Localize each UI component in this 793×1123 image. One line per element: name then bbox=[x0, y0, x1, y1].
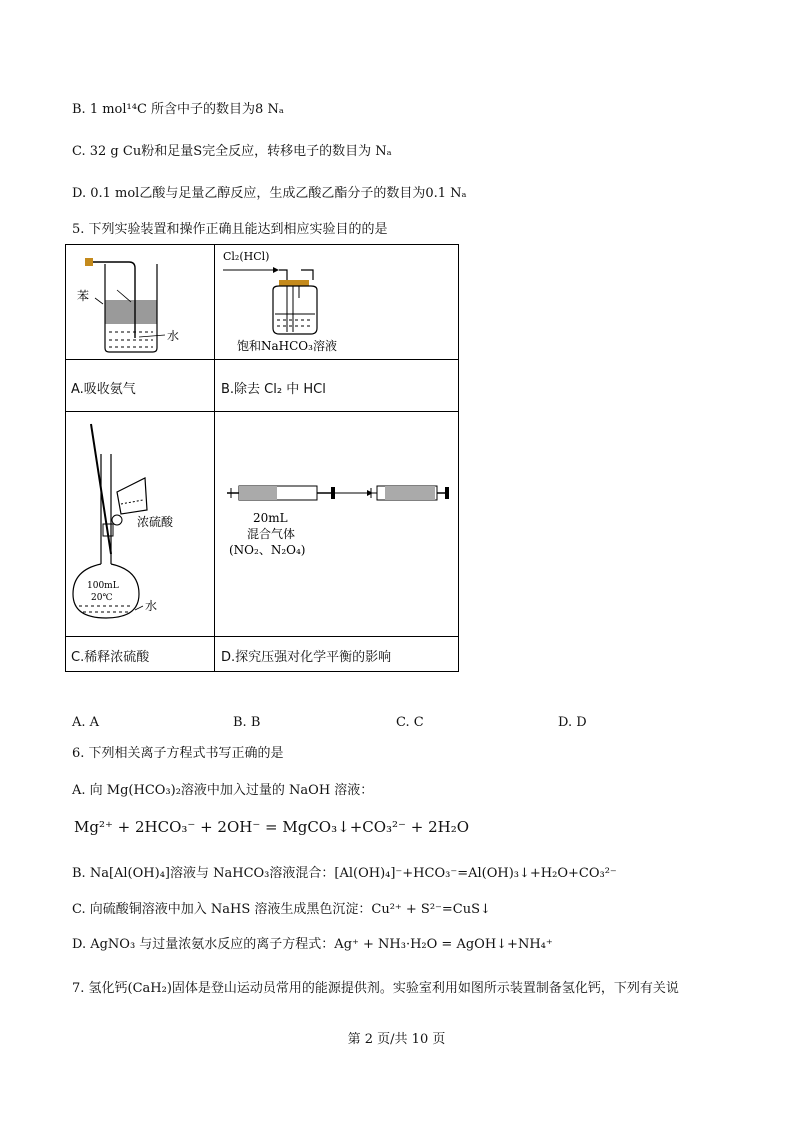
q4-option-c: C. 32 g Cu粉和足量S完全反应，转移电子的数目为 Nₐ bbox=[72, 144, 392, 159]
flask-water-label: 水 bbox=[145, 599, 158, 613]
q6-option-d: D. AgNO₃ 与过量浓氨水反应的离子方程式：Ag⁺ + NH₃·H₂O = AgOH↓+NH₄⁺ bbox=[72, 937, 553, 952]
water-label: 水 bbox=[167, 329, 180, 343]
hcl-removal-diagram bbox=[217, 246, 457, 358]
q5-choice-b: B. B bbox=[233, 715, 261, 730]
flask-temp-label: 20℃ bbox=[91, 593, 113, 603]
gas-mixture-label: 混合气体 bbox=[247, 527, 296, 541]
cell-a-caption: A.吸收氨气 bbox=[71, 382, 136, 397]
cell-d-caption: D.探究压强对化学平衡的影响 bbox=[221, 650, 392, 665]
q6-option-a: A. 向 Mg(HCO₃)₂溶液中加入过量的 NaOH 溶液： bbox=[72, 783, 374, 798]
q4-option-d: D. 0.1 mol乙酸与足量乙醇反应，生成乙酸乙酯分子的数目为0.1 Nₐ bbox=[72, 186, 467, 201]
q4-option-b: B. 1 mol¹⁴C 所含中子的数目为8 Nₐ bbox=[72, 102, 284, 117]
gas-volume-label: 20mL bbox=[253, 511, 288, 525]
cell-b-caption: B.除去 Cl₂ 中 HCl bbox=[221, 382, 326, 397]
q5-apparatus-table bbox=[65, 244, 459, 672]
acid-label: 浓硫酸 bbox=[137, 515, 174, 529]
solution-label: 饱和NaHCO₃溶液 bbox=[237, 339, 337, 353]
gas-composition-label: (NO₂、N₂O₄) bbox=[229, 543, 306, 557]
gas-inlet-label: Cl₂(HCl) bbox=[223, 250, 270, 263]
pressure-equilibrium-diagram bbox=[217, 476, 457, 566]
q7-stem: 7. 氢化钙(CaH₂)固体是登山运动员常用的能源提供剂。实验室利用如图所示装置制备氢化钙，下列有关说 bbox=[72, 981, 679, 996]
q6-stem: 6. 下列相关离子方程式书写正确的是 bbox=[72, 746, 284, 761]
q6-option-a-equation: Mg²⁺ + 2HCO₃⁻ + 2OH⁻ = MgCO₃↓+CO₃²⁻ + 2H₂O bbox=[74, 818, 470, 836]
flask-volume-label: 100mL bbox=[87, 581, 119, 591]
cell-c-caption: C.稀释浓硫酸 bbox=[71, 650, 150, 665]
page-footer: 第 2 页/共 10 页 bbox=[347, 1032, 446, 1047]
q6-option-b: B. Na[Al(OH)₄]溶液与 NaHCO₃溶液混合：[Al(OH)₄]⁻+HCO₃⁻=Al(OH)₃↓+H₂O+CO₃²⁻ bbox=[72, 866, 617, 881]
q5-stem: 5. 下列实验装置和操作正确且能达到相应实验目的的是 bbox=[72, 222, 388, 237]
q5-choice-c: C. C bbox=[396, 715, 424, 730]
acid-dilution-diagram bbox=[67, 414, 213, 634]
ammonia-absorption-diagram bbox=[69, 248, 211, 356]
q5-choice-a: A. A bbox=[72, 715, 100, 730]
q6-option-c: C. 向硫酸铜溶液中加入 NaHS 溶液生成黑色沉淀：Cu²⁺ + S²⁻=CuS↓ bbox=[72, 902, 491, 917]
benzene-label: 苯 bbox=[77, 289, 90, 303]
q5-choice-d: D. D bbox=[558, 715, 587, 730]
